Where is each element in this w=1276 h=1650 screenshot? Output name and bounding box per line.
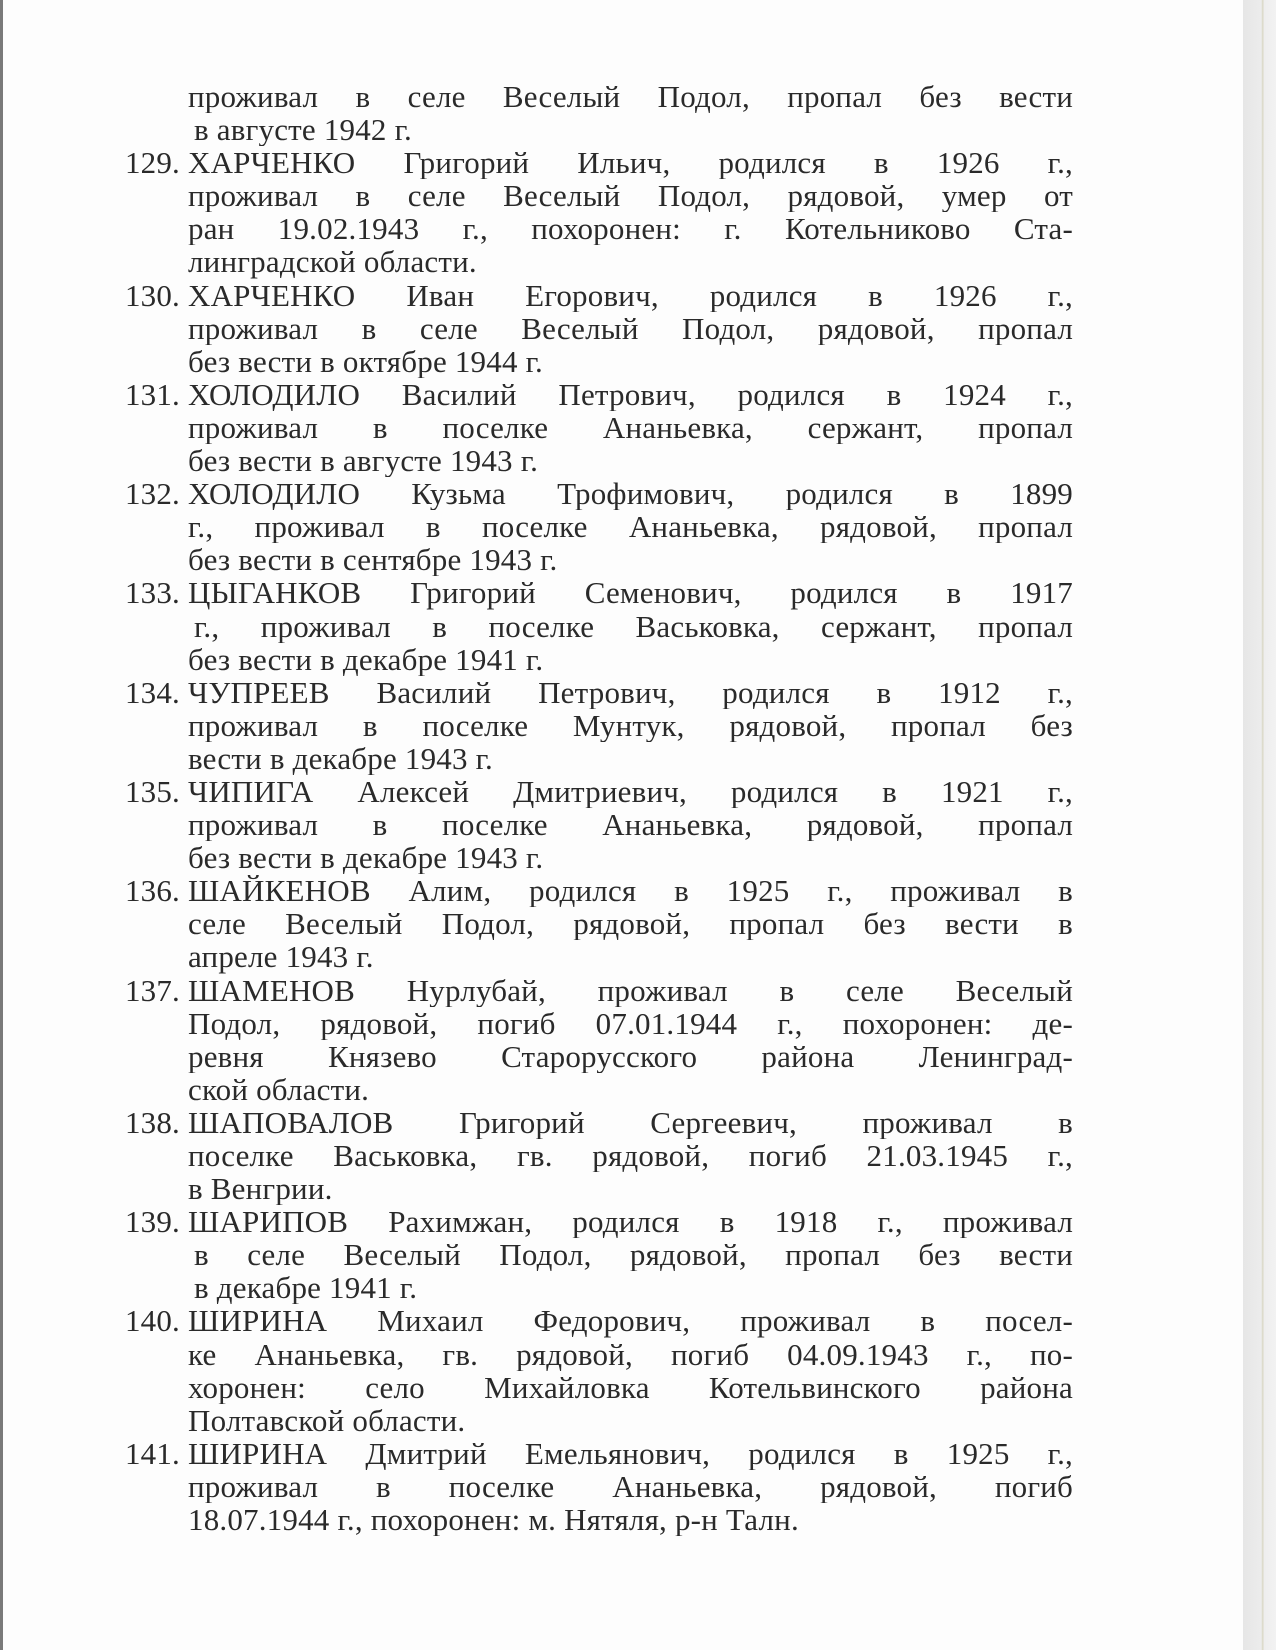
text-line xyxy=(118,80,1078,113)
entry-text: ШАМЕНОВ Нурлубай, проживал в селе Веселый xyxy=(188,973,1073,1007)
text-line xyxy=(118,279,1078,312)
text-line xyxy=(118,510,1078,543)
entry-number: 130. xyxy=(124,277,180,313)
entry-text: ран 19.02.1943 г., похоронен: г. Котельниково Ста- xyxy=(188,212,1073,246)
text-line xyxy=(118,1073,1078,1106)
text-line xyxy=(118,643,1078,676)
text-line xyxy=(118,1404,1078,1437)
text-line xyxy=(118,742,1078,775)
text-line xyxy=(118,1437,1078,1470)
list-item xyxy=(118,1106,1078,1205)
entry-number: 131. xyxy=(124,376,180,412)
entry-number: 140. xyxy=(124,1303,180,1339)
text-line xyxy=(118,1371,1078,1404)
entry-text: проживал в поселке Ананьевка, рядовой, пропал xyxy=(188,808,1073,842)
entry-text: ШАРИПОВ Рахимжан, родился в 1918 г., проживал xyxy=(188,1205,1073,1239)
entry-number: 135. xyxy=(124,773,180,809)
scan-left-edge xyxy=(0,0,3,1650)
entry-text: ЦЫГАНКОВ Григорий Семенович, родился в 1917 xyxy=(188,576,1073,610)
list-item xyxy=(118,576,1078,675)
text-line xyxy=(118,1338,1078,1371)
text-line xyxy=(118,245,1078,278)
entry-text: без вести в октябре 1944 г. xyxy=(188,344,543,378)
text-line xyxy=(118,1271,1078,1304)
entry-text: ЧУПРЕЕВ Василий Петрович, родился в 1912 г., xyxy=(188,675,1073,709)
entry-text: в декабре 1941 г. xyxy=(194,1271,418,1305)
text-line xyxy=(118,1040,1078,1073)
text-line xyxy=(118,212,1078,245)
text-line xyxy=(118,1470,1078,1503)
entry-text: ШАЙКЕНОВ Алим, родился в 1925 г., проживал в xyxy=(188,874,1073,908)
text-line xyxy=(118,444,1078,477)
text-line xyxy=(118,576,1078,609)
entry-text: селе Веселый Подол, рядовой, пропал без вести в xyxy=(188,907,1073,941)
list-item xyxy=(118,146,1078,278)
entry-text: в августе 1942 г. xyxy=(194,113,412,147)
text-line xyxy=(118,676,1078,709)
list-item xyxy=(118,477,1078,576)
text-line xyxy=(118,874,1078,907)
text-line xyxy=(118,1106,1078,1139)
text-line xyxy=(118,411,1078,444)
entry-text: линградской области. xyxy=(188,245,477,279)
list-item xyxy=(118,1437,1078,1536)
entry-text: Подол, рядовой, погиб 07.01.1944 г., похоронен: де- xyxy=(188,1006,1073,1040)
list-item xyxy=(118,676,1078,775)
entry-text: ШИРИНА Дмитрий Емельянович, родился в 1925 г., xyxy=(188,1436,1073,1470)
entry-text: без вести в августе 1943 г. xyxy=(188,444,539,478)
entry-text: поселке Васьковка, гв. рядовой, погиб 21.03.1945 г., xyxy=(188,1139,1073,1173)
text-line xyxy=(118,1139,1078,1172)
entry-text: проживал в селе Веселый Подол, рядовой, пропал xyxy=(188,311,1073,345)
text-line xyxy=(118,312,1078,345)
entry-text: ШИРИНА Михаил Федорович, проживал в посел- xyxy=(188,1304,1073,1338)
text-line xyxy=(118,345,1078,378)
list-item xyxy=(118,974,1078,1106)
entry-text: без вести в декабре 1943 г. xyxy=(188,841,544,875)
text-line xyxy=(118,709,1078,742)
entry-number: 139. xyxy=(124,1204,180,1240)
text-line xyxy=(118,974,1078,1007)
entry-text: ской области. xyxy=(188,1072,370,1106)
entry-text: проживал в поселке Ананьевка, сержант, пропал xyxy=(188,410,1073,445)
text-line xyxy=(118,1304,1078,1337)
text-line xyxy=(118,775,1078,808)
entry-text: хоронен: село Михайловка Котельвинского района xyxy=(188,1370,1073,1404)
entry-text: ХОЛОДИЛО Кузьма Трофимович, родился в 1899 xyxy=(188,477,1073,511)
document-page xyxy=(118,80,1078,1536)
list-item xyxy=(118,378,1078,477)
entry-text: проживал в поселке Мунтук, рядовой, пропал без xyxy=(188,708,1073,742)
list-item xyxy=(118,80,1078,146)
entry-number: 136. xyxy=(124,873,180,909)
text-line xyxy=(118,1007,1078,1040)
entry-text: ШАПОВАЛОВ Григорий Сергеевич, проживал в xyxy=(188,1105,1073,1139)
text-line xyxy=(118,1238,1078,1271)
entry-text: проживал в селе Веселый Подол, рядовой, умер от xyxy=(188,179,1073,213)
entry-number: 134. xyxy=(124,674,180,710)
entry-text: ХАРЧЕНКО Иван Егорович, родился в 1926 г., xyxy=(188,278,1073,312)
entry-number: 137. xyxy=(124,972,180,1008)
list-item xyxy=(118,1205,1078,1304)
text-line xyxy=(118,378,1078,411)
text-line xyxy=(118,146,1078,179)
entry-text: вести в декабре 1943 г. xyxy=(188,741,494,775)
entry-text: г., проживал в поселке Ананьевка, рядовой, пропал xyxy=(188,510,1073,544)
entry-text: ревня Князево Старорусского района Ленинград- xyxy=(188,1039,1073,1073)
text-line xyxy=(118,940,1078,973)
entry-text: Полтавской области. xyxy=(188,1403,466,1437)
entry-text: в Венгрии. xyxy=(188,1172,333,1206)
text-line xyxy=(118,543,1078,576)
entry-text: г., проживал в поселке Васьковка, сержант, пропал xyxy=(194,609,1073,643)
text-line xyxy=(118,1205,1078,1238)
entry-text: проживал в поселке Ананьевка, рядовой, погиб xyxy=(188,1469,1073,1504)
list-item xyxy=(118,874,1078,973)
entry-number: 138. xyxy=(124,1104,180,1140)
entry-text: ХАРЧЕНКО Григорий Ильич, родился в 1926 г., xyxy=(188,146,1073,180)
entry-text: ЧИПИГА Алексей Дмитриевич, родился в 1921 г., xyxy=(188,774,1073,809)
list-item xyxy=(118,1304,1078,1436)
list-item xyxy=(118,775,1078,874)
scan-right-margin xyxy=(1243,0,1276,1650)
text-line xyxy=(118,113,1078,146)
text-line xyxy=(118,907,1078,940)
text-line xyxy=(118,610,1078,643)
entry-text: апреле 1943 г. xyxy=(188,940,374,974)
text-line xyxy=(118,1172,1078,1205)
text-line xyxy=(118,477,1078,510)
list-item xyxy=(118,279,1078,378)
entry-text: 18.07.1944 г., похоронен: м. Нятяля, р-н Талн. xyxy=(188,1503,799,1537)
entry-text: ХОЛОДИЛО Василий Петрович, родился в 1924 г., xyxy=(188,377,1073,411)
entry-number: 141. xyxy=(124,1435,180,1471)
text-line xyxy=(118,841,1078,874)
text-line xyxy=(118,1503,1078,1536)
entry-text: проживал в селе Веселый Подол, пропал без вести xyxy=(188,80,1073,114)
entry-number: 133. xyxy=(124,575,180,611)
entry-text: в селе Веселый Подол, рядовой, пропал без вести xyxy=(194,1238,1073,1272)
entry-text: ке Ананьевка, гв. рядовой, погиб 04.09.1943 г., по- xyxy=(188,1337,1073,1371)
entry-number: 129. xyxy=(124,145,180,181)
entry-number: 132. xyxy=(124,476,180,512)
entry-text: без вести в декабре 1941 г. xyxy=(188,642,544,676)
entry-text: без вести в сентябре 1943 г. xyxy=(188,543,558,577)
text-line xyxy=(118,179,1078,212)
text-line xyxy=(118,808,1078,841)
